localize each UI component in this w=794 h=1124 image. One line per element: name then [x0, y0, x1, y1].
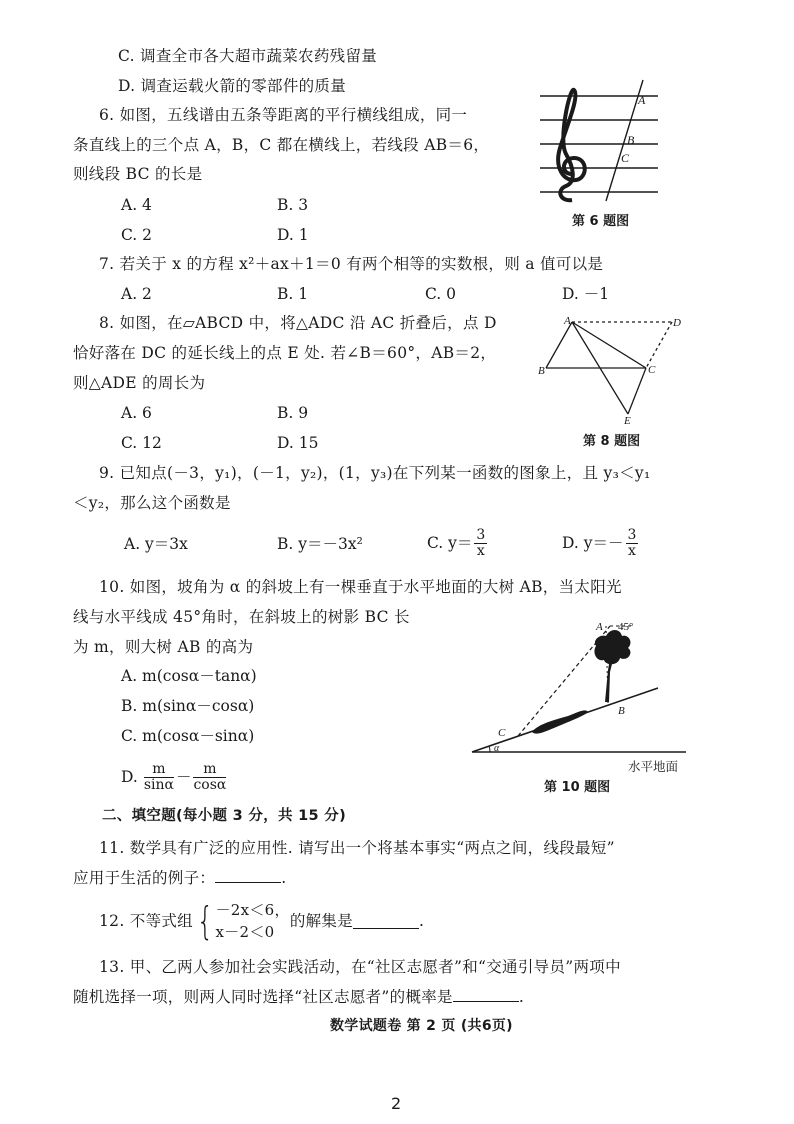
q10-option-b: B. m(sinα－cosα)	[121, 697, 255, 715]
fig8-label-c: C	[648, 364, 656, 376]
q6-line-2: 条直线上的三个点 A，B，C 都在横线上，若线段 AB＝6，	[73, 136, 490, 154]
q6-option-a: A. 4	[121, 196, 152, 214]
q12-inequality-2: x－2＜0	[215, 923, 275, 941]
q5-option-c: C. 调查全市各大超市蔬菜农药残留量	[118, 47, 378, 65]
q10-d-denominator-2: cosα	[193, 776, 227, 793]
q10-option-a: A. m(cosα－tanα)	[121, 667, 257, 685]
q10-line-1: 10. 如图，坡角为 α 的斜坡上有一棵垂直于水平地面的大树 AB，当太阳光	[99, 578, 622, 596]
q6-option-d: D. 1	[277, 226, 309, 244]
tree-icon	[594, 630, 630, 702]
q11-line-1: 11. 数学具有广泛的应用性. 请写出一个将基本事实“两点之间，线段最短”	[99, 839, 615, 857]
fig10-label-c: C	[498, 727, 506, 739]
fig6-label-c: C	[621, 151, 630, 165]
q6-line-1: 6. 如图，五线谱由五条等距离的平行横线组成，同一	[99, 106, 468, 124]
q9-c-denominator: x	[476, 542, 485, 559]
q10-option-c: C. m(cosα－sinα)	[121, 727, 255, 745]
q7-option-b: B. 1	[277, 285, 309, 303]
figure-10-ground-label: 水平地面	[628, 759, 679, 774]
q9-d-numerator: 3	[627, 526, 637, 543]
fig8-label-a: A	[564, 315, 571, 327]
q7-option-c: C. 0	[425, 285, 457, 303]
tree-shadow	[532, 710, 588, 733]
fig8-label-b: B	[538, 365, 545, 377]
q9-option-a: A. y＝3x	[124, 535, 188, 553]
q8-option-d: D. 15	[277, 434, 319, 452]
q9-option-c-fraction	[474, 528, 487, 559]
q13-line-1: 13. 甲、乙两人参加社会实践活动，在“社区志愿者”和“交通引导员”两项中	[99, 958, 621, 976]
q6-option-c: C. 2	[121, 226, 153, 244]
q10-line-2: 线与水平线成 45°角时，在斜坡上的树影 BC 长	[73, 608, 410, 626]
q12-inequality-1: －2x＜6，	[215, 901, 290, 919]
fig6-label-b: B	[627, 133, 635, 147]
treble-clef-icon	[558, 90, 585, 200]
fig10-label-alpha: α	[494, 743, 500, 754]
q10-d-fraction-1	[144, 762, 174, 793]
q8-line-3: 则△ADE 的周长为	[73, 374, 206, 392]
q12-inequality-system	[193, 899, 290, 943]
q13-line-2-text: 随机选择一项，则两人同时选择“社区志愿者”的概率是	[73, 988, 453, 1006]
left-brace-icon: {	[196, 899, 214, 943]
figure-8-caption: 第 8 题图	[583, 434, 641, 449]
q10-d-numerator-2: m	[193, 762, 226, 778]
q12-prefix: 12. 不等式组	[99, 912, 193, 930]
q8-option-a: A. 6	[121, 404, 152, 422]
q9-line-2: ＜y₂，那么这个函数是	[73, 494, 231, 512]
q9-option-d-fraction	[626, 528, 639, 559]
q9-line-1: 9. 已知点(－3，y₁)，(－1，y₂)，(1，y₃)在下列某一函数的图象上，且 y₃＜y₁	[99, 464, 651, 482]
q10-d-minus: －	[175, 768, 192, 786]
fig8-label-e: E	[624, 415, 631, 427]
page-number: 2	[391, 1094, 402, 1113]
q5-option-d: D. 调查运载火箭的零部件的质量	[118, 77, 347, 95]
figure-10-slope-tree	[468, 612, 688, 762]
q8-line-1: 8. 如图，在▱ABCD 中，将△ADC 沿 AC 折叠后，点 D	[99, 314, 497, 332]
fig10-label-45: 45°	[618, 621, 634, 633]
q9-c-numerator: 3	[476, 526, 486, 543]
q10-d-denominator-1: sinα	[143, 776, 174, 793]
q12-suffix: 的解集是	[289, 912, 354, 930]
figure-6-caption: 第 6 题图	[572, 214, 630, 229]
q7-option-a: A. 2	[121, 285, 152, 303]
fig8-label-d: D	[673, 317, 681, 329]
q8-line-2: 恰好落在 DC 的延长线上的点 E 处. 若∠B＝60°，AB＝2，	[73, 344, 497, 362]
q7-option-d: D. －1	[562, 285, 610, 303]
q9-option-d-prefix: D. y＝－	[562, 534, 624, 552]
q11-line-2: 应用于生活的例子： .	[73, 869, 287, 887]
q13-answer-blank	[453, 987, 519, 1002]
figure-6-staff	[530, 78, 660, 206]
figure-10-caption: 第 10 题图	[544, 780, 611, 795]
q6-option-b: B. 3	[277, 196, 309, 214]
section-2-heading: 二、填空题(每小题 3 分，共 15 分)	[102, 808, 347, 824]
q10-option-d	[121, 758, 228, 796]
q10-line-3: 为 m，则大树 AB 的高为	[73, 638, 254, 656]
q7-line: 7. 若关于 x 的方程 x²＋ax＋1＝0 有两个相等的实数根，则 a 值可以是	[99, 255, 604, 273]
q8-option-b: B. 9	[277, 404, 309, 422]
q10-d-fraction-2	[193, 762, 226, 793]
q12-line: 12. 不等式组 { －2x＜6， x－2＜0 的解集是 .	[99, 899, 425, 943]
q8-option-c: C. 12	[121, 434, 162, 452]
q10-option-d-prefix: D.	[121, 768, 138, 786]
figure-8-parallelogram	[536, 310, 686, 430]
q6-line-3: 则线段 BC 的长是	[73, 165, 203, 183]
q10-d-numerator-1: m	[144, 762, 174, 778]
q13-line-2: 随机选择一项，则两人同时选择“社区志愿者”的概率是 .	[73, 988, 525, 1006]
q9-option-b: B. y＝－3x²	[277, 535, 363, 553]
q9-option-c-prefix: C. y＝	[427, 534, 473, 552]
fig6-label-a: A	[638, 93, 646, 107]
q9-d-denominator: x	[628, 542, 636, 559]
q11-answer-blank	[215, 868, 281, 883]
page-footer: 数学试题卷 第 2 页 (共6页)	[330, 1018, 513, 1034]
fig10-label-a: A	[596, 621, 603, 633]
q9-option-d	[562, 524, 640, 562]
q12-answer-blank	[353, 914, 419, 929]
fig10-label-b: B	[618, 705, 625, 717]
q11-line-2-text: 应用于生活的例子：	[73, 869, 216, 887]
q9-option-c	[427, 524, 489, 562]
